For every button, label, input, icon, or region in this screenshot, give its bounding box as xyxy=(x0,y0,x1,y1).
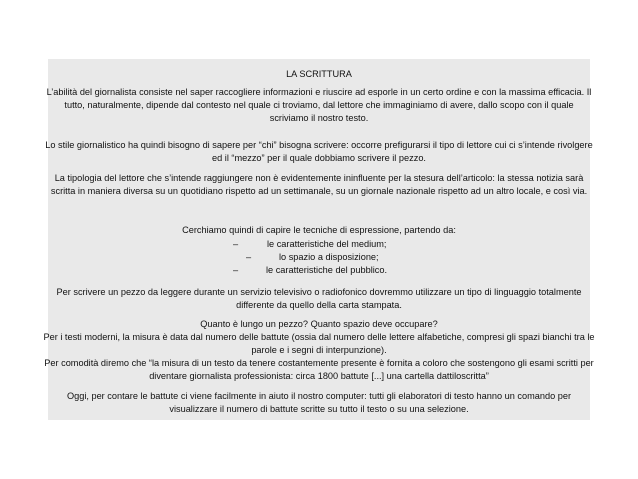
paragraph-computer: Oggi, per contare le battute ci viene facilmente in aiuto il nostro computer: tutti gli elaboratori di testo hanno un comando per visualizzare il numero di battute scritte su tutto il testo o su una selezione. xyxy=(66,391,572,414)
dash-bullet: – xyxy=(233,239,239,249)
paragraph-tipologia: La tipologia del lettore che s’intende raggiungere non è evidentemente ininfluente per la stesura dell’articolo: la stessa notizia sarà scritta in maniera diversa su un quotidiano rispetto ad un settimanale, su un giornale nazionale rispetto ad un altro locale, e così via. xyxy=(50,173,588,196)
question-line: Quanto è lungo un pezzo? Quanto spazio deve occupare? xyxy=(200,319,438,329)
paragraph-abilita: L’abilità del giornalista consiste nel saper raccogliere informazioni e riuscire ad esporle in un certo ordine e con la massima efficacia. Il tutto, naturalmente, dipende dal contesto nel quale ci troviamo, dal lettore che immaginiamo di avere, dallo scopo con il quale scriviamo il nostro testo. xyxy=(46,87,592,123)
paragraph-lunghezza xyxy=(0,318,638,383)
list-item-text: le caratteristiche del pubblico. xyxy=(266,265,388,275)
dash-bullet: – xyxy=(246,252,252,262)
list-item-text: le caratteristiche del medium; xyxy=(267,239,387,249)
battute-definition: Per i testi moderni, la misura è data dal numero delle battute (ossia dal numero delle lettere alfabetiche, compresi gli spazi bianchi tra le parole e i segni di interpunzione). xyxy=(43,332,595,355)
slide-title: LA SCRITTURA xyxy=(286,69,352,79)
paragraph-tecniche: Cerchiamo quindi di capire le tecniche di espressione, partendo da: xyxy=(182,225,456,235)
list-item-text: lo spazio a disposizione; xyxy=(279,252,379,262)
battute-quote: Per comodità diremo che “la misura di un testo da tenere costantemente presente è fornita a coloro che sostengono gli esami scritti per diventare giornalista professionista: circa 1800 battute [...] una cartella dattiloscritta” xyxy=(44,358,594,381)
dash-bullet: – xyxy=(233,265,239,275)
paragraph-stile: Lo stile giornalistico ha quindi bisogno di sapere per “chi” bisogna scrivere: occorre prefigurarsi il tipo di lettore cui ci s’intende rivolgere ed il “mezzo” per il quale dobbiamo scrivere il pezzo. xyxy=(45,140,593,163)
paragraph-servizio-televisivo: Per scrivere un pezzo da leggere durante un servizio televisivo o radiofonico dovremmo utilizzare un tipo di linguaggio totalmente differente da quello della carta stampata. xyxy=(56,287,582,310)
